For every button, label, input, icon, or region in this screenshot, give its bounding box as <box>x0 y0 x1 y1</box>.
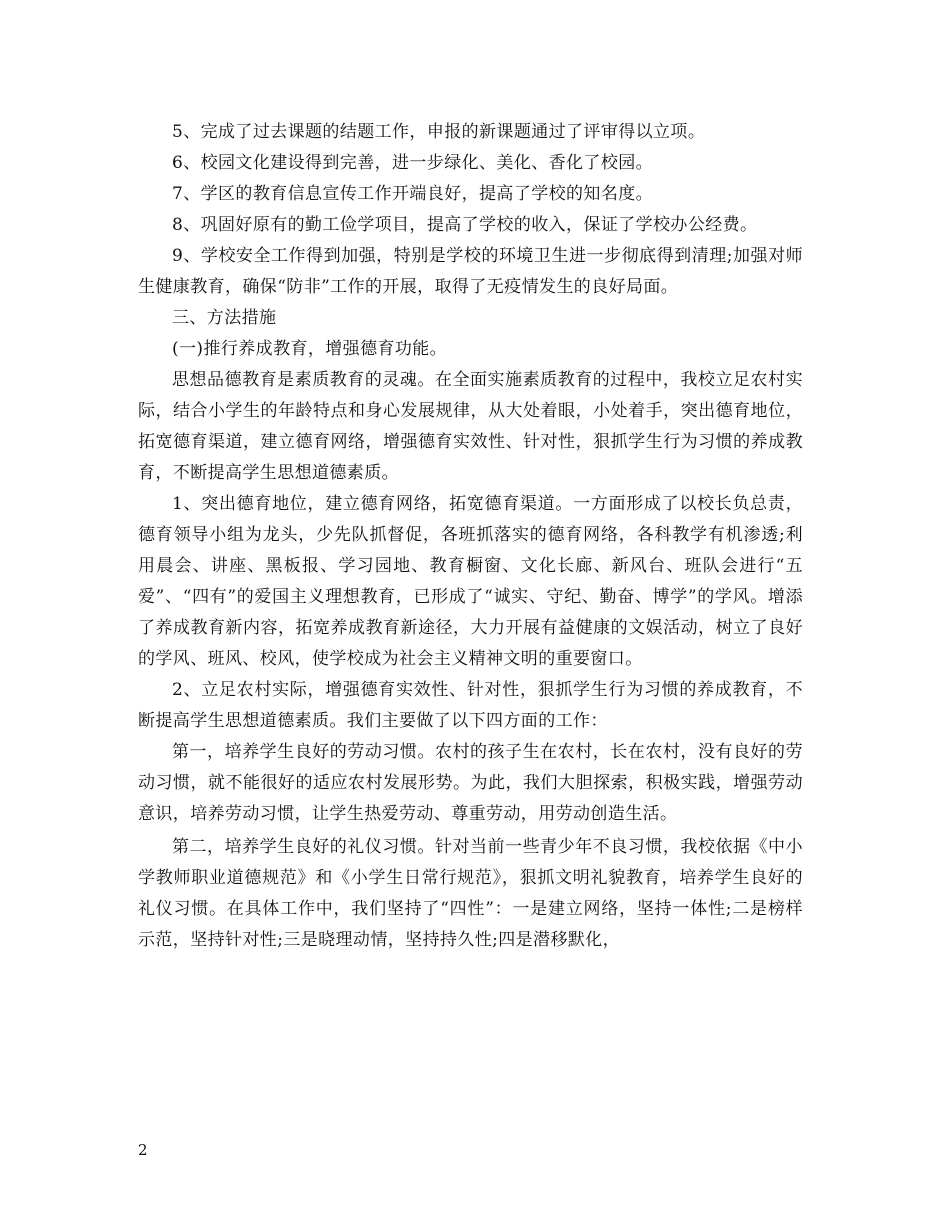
paragraph: 9、学校安全工作得到加强，特别是学校的环境卫生进一步彻底得到清理;加强对师生健康教育，确保“防非”工作的开展，取得了无疫情发生的良好局面。 <box>138 246 803 297</box>
paragraph: 第二，培养学生良好的礼仪习惯。针对当前一些青少年不良习惯，我校依据《中小学教师职业道德规范》和《小学生日常行规范》，狠抓文明礼貌教育，培养学生良好的礼仪习惯。在具体工作中，我们坚持了“四性”：一是建立网络，坚持一体性;二是榜样示范，坚持针对性;三是晓理动情，坚持持久性;四是潜移默化， <box>138 837 803 950</box>
paragraph: 第一，培养学生良好的劳动习惯。农村的孩子生在农村，长在农村，没有良好的劳动习惯，就不能很好的适应农村发展形势。为此，我们大胆探索，积极实践，增强劳动意识，培养劳动习惯，让学生热爱劳动、尊重劳动，用劳动创造生活。 <box>138 742 803 824</box>
paragraph: 7、学区的教育信息宣传工作开端良好，提高了学校的知名度。 <box>172 184 654 204</box>
document-body <box>138 117 803 956</box>
page-number: 2 <box>138 1141 148 1159</box>
section-heading: 三、方法措施 <box>172 308 277 328</box>
paragraph: 5、完成了过去课题的结题工作，申报的新课题通过了评审得以立项。 <box>172 122 706 142</box>
paragraph: 8、巩固好原有的勤工俭学项目，提高了学校的收入，保证了学校办公经费。 <box>172 215 758 235</box>
paragraph: 6、校园文化建设得到完善，进一步绿化、美化、香化了校园。 <box>172 153 654 173</box>
paragraph: 2、立足农村实际，增强德育实效性、针对性，狠抓学生行为习惯的养成教育，不断提高学生思想道德素质。我们主要做了以下四方面的工作： <box>138 680 803 731</box>
paragraph: 1、突出德育地位，建立德育网络，拓宽德育渠道。一方面形成了以校长负总责，德育领导小组为龙头，少先队抓督促，各班抓落实的德育网络，各科教学有机渗透;利用晨会、讲座、黑板报、学习园地、教育橱窗、文化长廊、新风台、班队会进行“五爱”、“四有”的爱国主义理想教育，已形成了“诚实、守纪、勤奋、博学”的学风。增添了养成教育新内容，拓宽养成教育新途径，大力开展有益健康的文娱活动，树立了良好的学风、班风、校风，使学校成为社会主义精神文明的重要窗口。 <box>138 494 803 669</box>
subsection-heading: (一)推行养成教育，增强德育功能。 <box>172 339 448 359</box>
paragraph: 思想品德教育是素质教育的灵魂。在全面实施素质教育的过程中，我校立足农村实际，结合小学生的年龄特点和身心发展规律，从大处着眼，小处着手，突出德育地位，拓宽德育渠道，建立德育网络，增强德育实效性、针对性，狠抓学生行为习惯的养成教育，不断提高学生思想道德素质。 <box>138 370 803 483</box>
